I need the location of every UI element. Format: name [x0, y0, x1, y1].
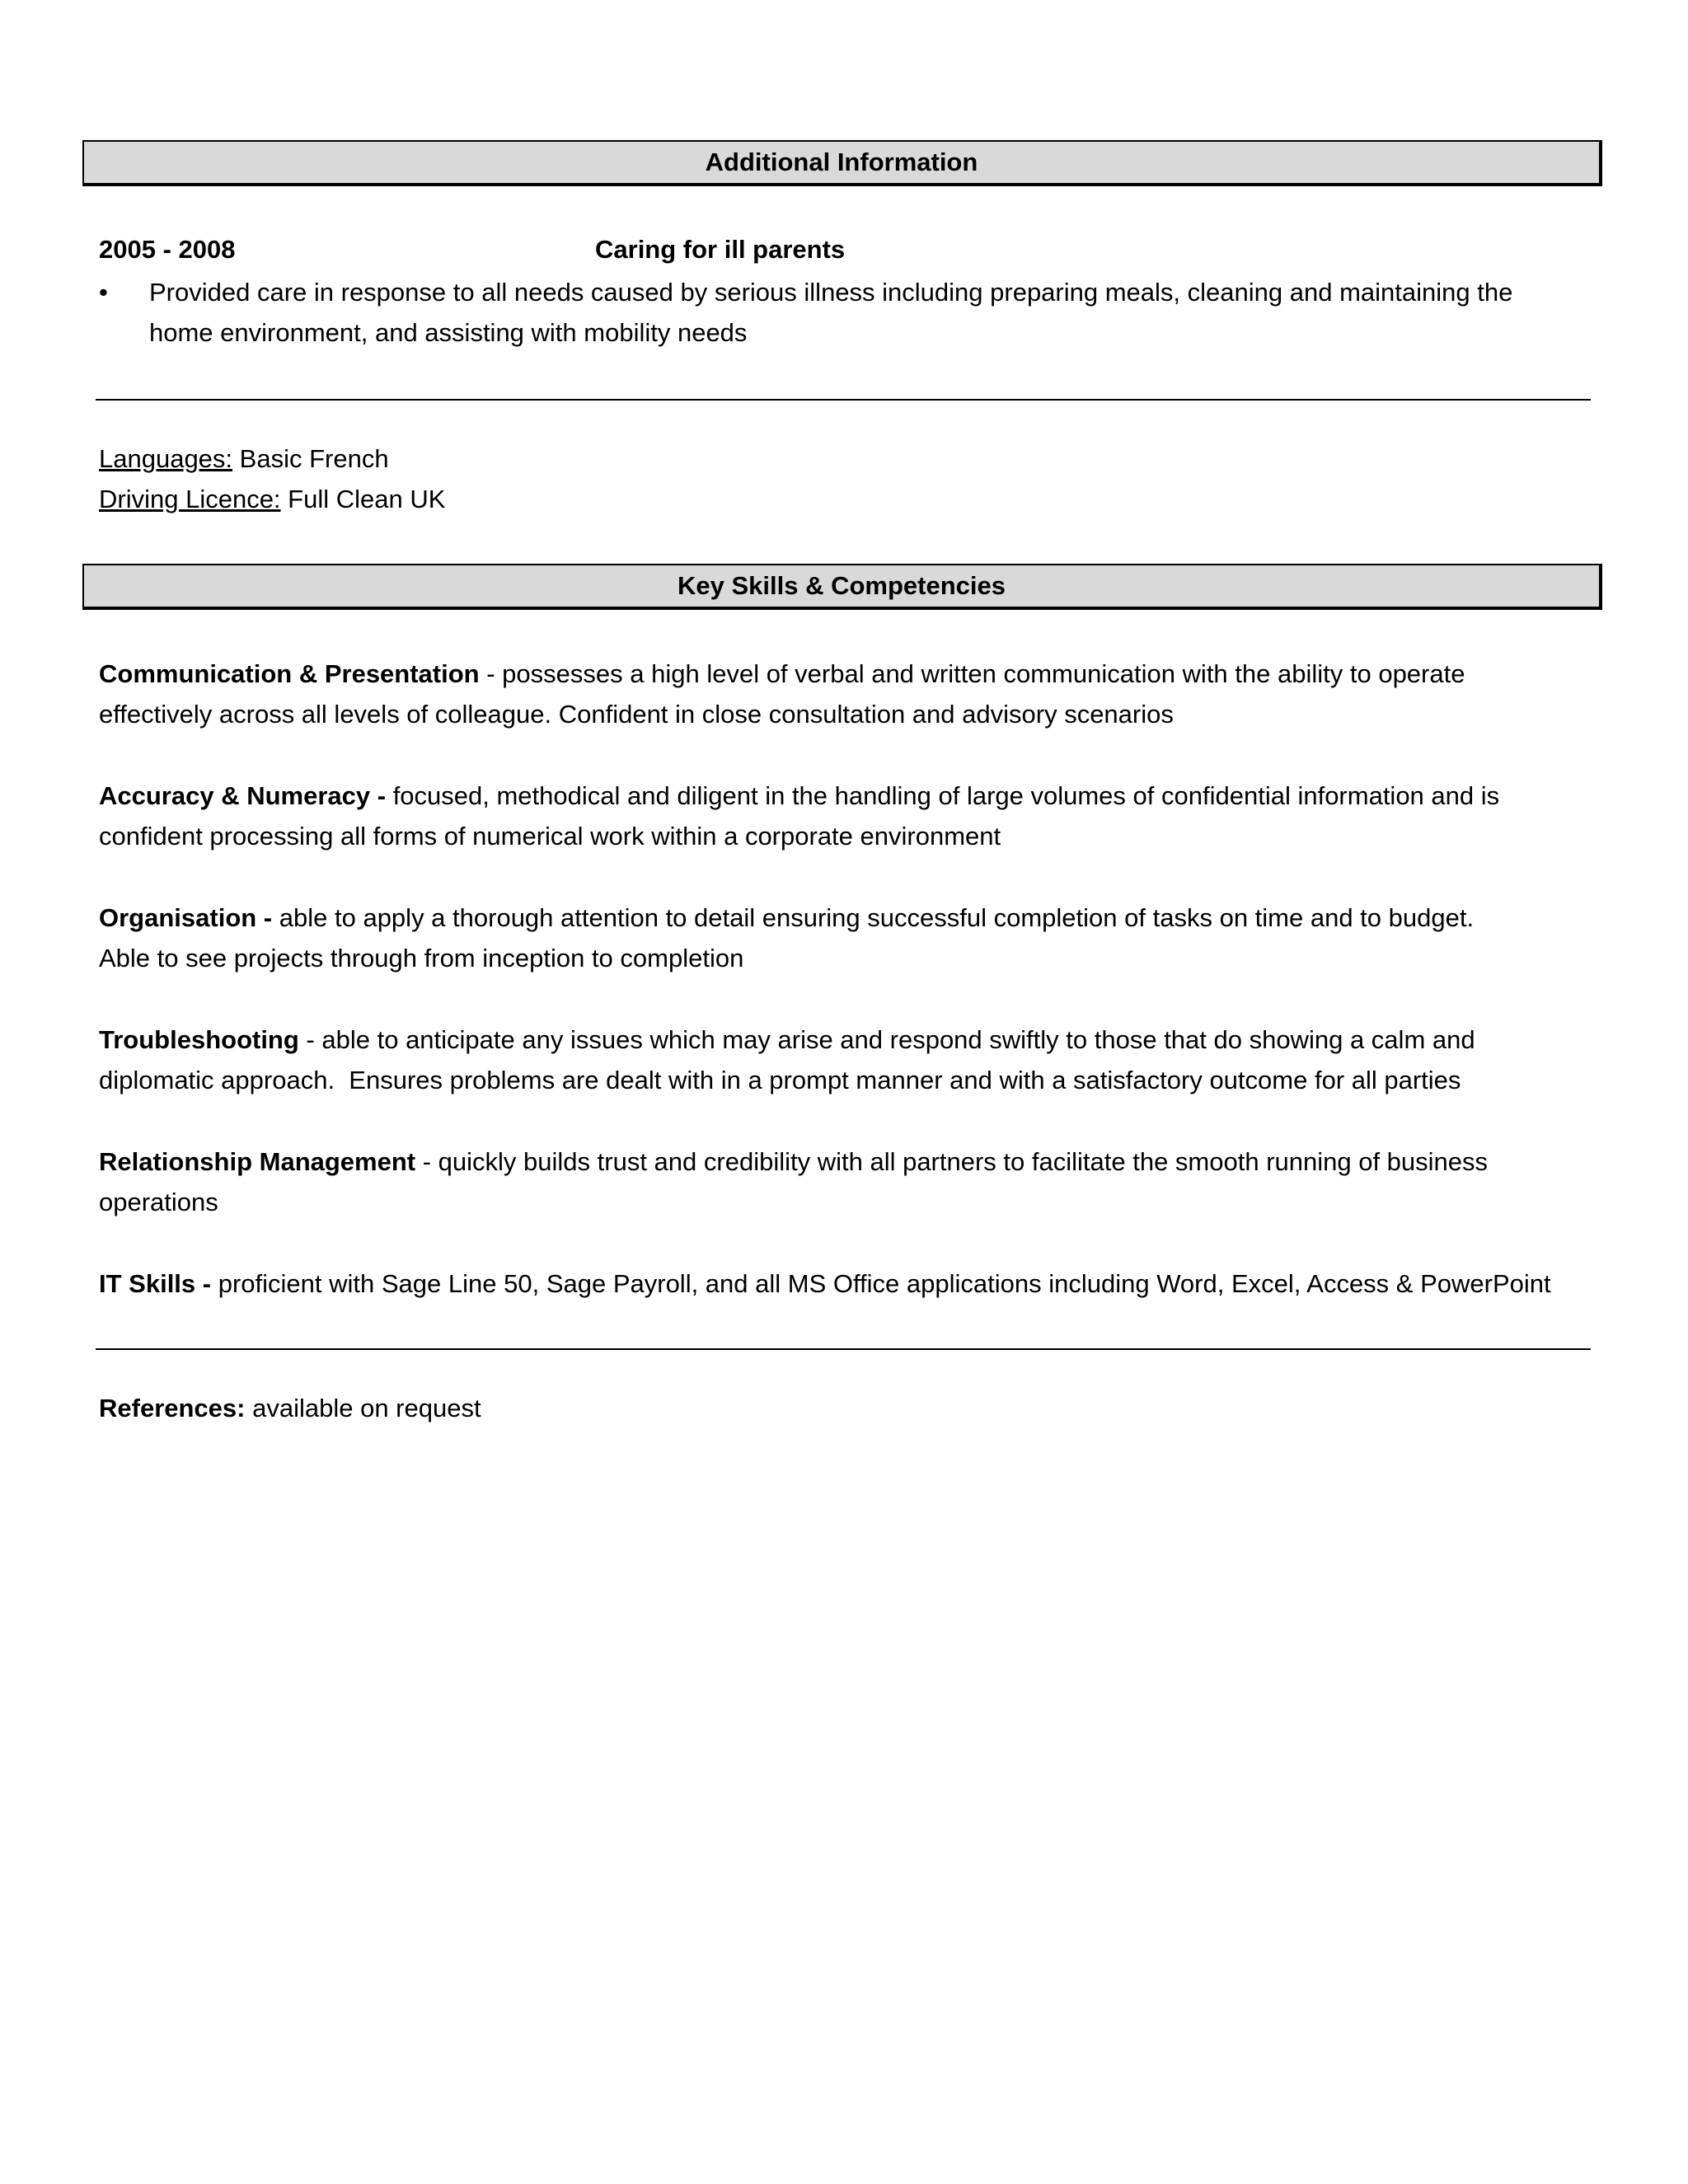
- skill-name: Relationship Management: [99, 1147, 416, 1176]
- languages-line: [99, 438, 389, 480]
- skill-text-line-1: able to apply a thorough attention to detail ensuring successful completion of tasks on time and to budget.: [279, 903, 1475, 932]
- skill-it: [99, 1263, 1582, 1304]
- divider-rule-2: [96, 1348, 1591, 1350]
- skill-separator: -: [479, 659, 503, 688]
- skill-text-line-2: confident processing all forms of numerical work within a corporate environment: [99, 822, 1001, 851]
- skill-text-line-1: proficient with Sage Line 50, Sage Payroll, and all MS Office applications including Word, Excel, Access & PowerPoint: [218, 1269, 1551, 1298]
- skill-name: Communication & Presentation: [99, 659, 480, 688]
- licence-line: [99, 479, 445, 520]
- skill-text-line-2: operations: [99, 1188, 218, 1216]
- skill-text-line-2: effectively across all levels of colleague. Confident in close consultation and advisory scenarios: [99, 700, 1174, 729]
- skill-separator: -: [415, 1147, 438, 1176]
- bullet-marker: •: [99, 278, 108, 307]
- skill-accuracy: [99, 776, 1582, 856]
- skill-name: Troubleshooting: [99, 1025, 299, 1054]
- skill-text-line-1: quickly builds trust and credibility with all partners to facilitate the smooth running of business: [438, 1147, 1489, 1176]
- key-skills-title: Key Skills & Competencies: [678, 571, 1006, 600]
- languages-label: Languages:: [99, 444, 233, 473]
- bullet-text-line-2: home environment, and assisting with mobility needs: [149, 318, 748, 347]
- additional-information-header: [82, 140, 1602, 186]
- references-value: available on request: [245, 1394, 481, 1422]
- skill-text-line-1: able to anticipate any issues which may arise and respond swiftly to those that do showing a calm and: [321, 1025, 1475, 1054]
- skill-name: IT Skills -: [99, 1269, 212, 1298]
- references-line: [99, 1388, 481, 1429]
- licence-value: Full Clean UK: [280, 485, 446, 513]
- skill-organisation: [99, 898, 1582, 978]
- divider-rule-1: [96, 399, 1591, 401]
- skill-text-line-2: Able to see projects through from inception to completion: [99, 944, 744, 972]
- languages-value: Basic French: [232, 444, 389, 473]
- skill-separator: -: [298, 1025, 322, 1054]
- skill-separator: [272, 903, 279, 932]
- skill-troubleshooting: [99, 1019, 1582, 1100]
- key-skills-header: [82, 564, 1602, 610]
- skill-text-line-2: diplomatic approach. Ensures problems are dealt with in a prompt manner and with a satisfactory outcome for all parties: [99, 1066, 1461, 1094]
- bullet-text-line-1: Provided care in response to all needs caused by serious illness including preparing meals, cleaning and maintaining the: [149, 278, 1513, 307]
- skill-separator: [211, 1269, 218, 1298]
- skill-name: Accuracy & Numeracy -: [99, 781, 387, 810]
- licence-label: Driving Licence:: [99, 485, 281, 513]
- skill-communication: [99, 654, 1582, 734]
- skill-name: Organisation -: [99, 903, 273, 932]
- skill-separator: [386, 781, 393, 810]
- skill-text-line-1: focused, methodical and diligent in the handling of large volumes of confidential information and is: [392, 781, 1500, 810]
- skill-relationship-management: [99, 1141, 1582, 1222]
- entry-role: Caring for ill parents: [595, 235, 846, 264]
- references-label: References:: [99, 1394, 246, 1422]
- skill-text-line-1: possesses a high level of verbal and written communication with the ability to operate: [502, 659, 1465, 688]
- additional-information-title: Additional Information: [705, 148, 978, 176]
- entry-dates: 2005 - 2008: [99, 235, 236, 264]
